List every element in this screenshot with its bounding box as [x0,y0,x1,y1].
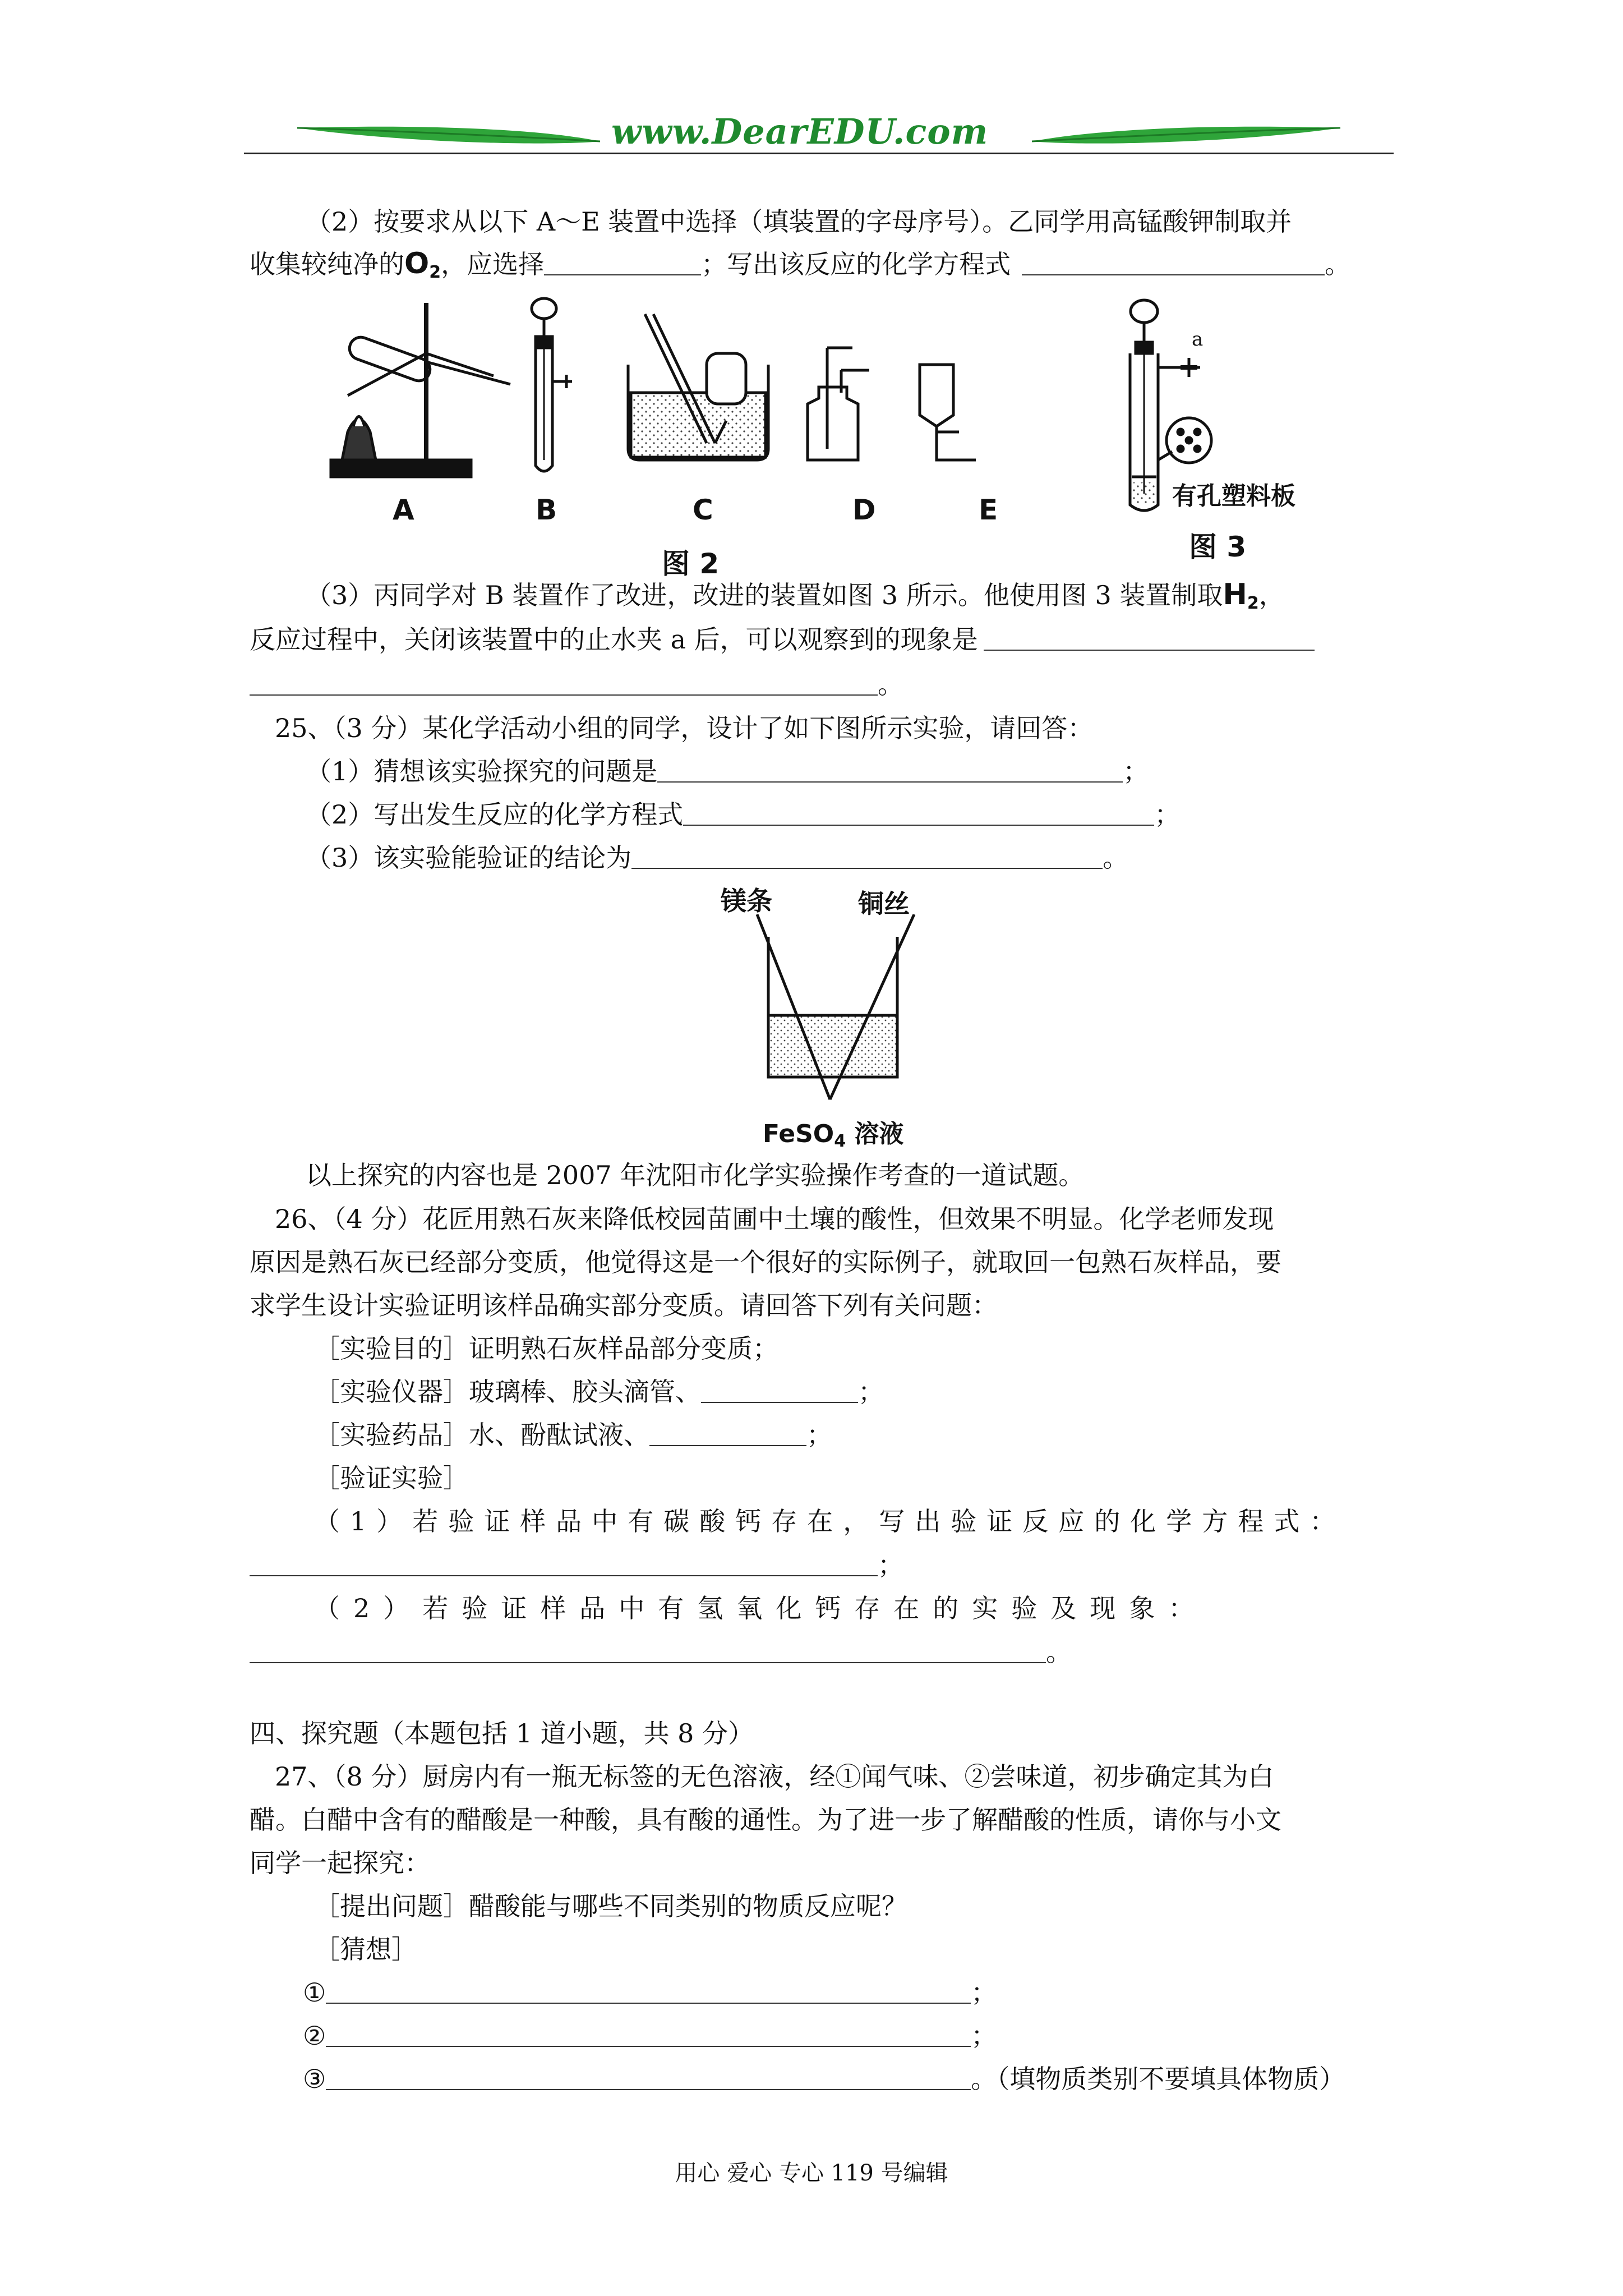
q24-2-blank-equation[interactable] [1022,250,1325,275]
q25-fig-solution-label: FeSO$_4$ 溶液 [763,1120,904,1151]
q27-blank-guess-2[interactable] [326,2021,971,2047]
q27-line2: 醋。白醋中含有的醋酸是一种酸，具有酸的通性。为了进一步了解醋酸的性质，请你与小文 [250,1805,1281,1835]
q25-beaker-diagram [746,914,925,1105]
section4-title: 四、探究题（本题包括 1 道小题，共 8 分） [250,1718,754,1749]
q26-item2-blank-line: 。 [250,1635,1072,1669]
q24-3-blank-phenomenon-2[interactable] [250,670,878,696]
q26-reagents: ［实验药品］水、酚酞试液、 ； [314,1420,832,1450]
q26-verify: ［验证实验］ [314,1463,469,1493]
figure2-label-c: C [693,494,713,526]
figure3-caption: 图 3 [1189,531,1247,563]
q27-guess-3: ③ 。（填物质类别不要填具体物质） [303,2064,1345,2094]
figure3-valve-label: a [1192,328,1204,351]
q27-guess: ［猜想］ [314,1934,417,1964]
figure2-label-e: E [979,494,998,526]
page-footer: 用心 爱心 专心 119 号编辑 [675,2160,948,2186]
q24-3-line3: 。 [250,668,903,701]
q26-item2: （2）若验证样品中有氢氧化钙存在的实验及现象： [314,1593,1208,1623]
q24-2-line1: （2）按要求从以下 A～E 装置中选择（填装置的字母序号）。乙同学用高锰酸钾制取并 [306,206,1292,237]
q25-note: 以上探究的内容也是 2007 年沈阳市化学实验操作考查的一道试题。 [306,1160,1085,1190]
q25-item-3: （3）该实验能验证的结论为 。 [306,843,1129,873]
q27-line3: 同学一起探究： [250,1848,430,1878]
q24-2-blank-choice[interactable] [544,250,701,275]
q24-3-blank-phenomenon-1[interactable] [984,625,1315,651]
q27-blank-guess-1[interactable] [326,1978,971,2004]
header-rule [244,153,1394,154]
q26-line2: 原因是熟石灰已经部分变质，他觉得这是一个很好的实际例子，就取回一包熟石灰样品，要 [250,1247,1281,1277]
q24-3-line1: （3）丙同学对 B 装置作了改进，改进的装置如图 3 所示。他使用图 3 装置制取$H_2$， [306,578,1285,613]
q25-title: 25、（3 分）某化学活动小组的同学，设计了如下图所示实验，请回答： [275,713,1094,743]
q26-item1: （1）若验证样品中有碳酸钙存在，写出验证反应的化学方程式： [314,1506,1346,1536]
q27-guess-2: ② ； [303,2021,997,2051]
q26-blank-instrument[interactable] [701,1377,858,1403]
q26-purpose: ［实验目的］证明熟石灰样品部分变质； [314,1333,778,1364]
q26-line1: 26、（4 分）花匠用熟石灰来降低校园苗圃中土壤的酸性，但效果不明显。化学老师发现 [275,1204,1274,1234]
figure3-plate-label: 有孔塑料板 [1172,482,1295,510]
q27-question: ［提出问题］醋酸能与哪些不同类别的物质反应呢？ [314,1891,907,1921]
q25-blank-1[interactable] [657,757,1123,783]
q27-guess-1: ① ； [303,1977,997,2008]
q27-line1: 27、（8 分）厨房内有一瓶无标签的无色溶液，经①闻气味、②尝味道，初步确定其为白 [275,1761,1274,1792]
figure2-label-d: D [852,494,876,526]
figure2-label-a: A [393,494,414,526]
q24-3-line2: 反应过程中，关闭该装置中的止水夹 a 后，可以观察到的现象是 [250,623,1315,656]
header-logo-text: www.DearEDU.com [611,111,989,152]
q24-2-line2: 收集较纯净的$O_2$，应选择 ；写出该反应的化学方程式 。 [250,247,1351,282]
q27-blank-guess-3[interactable] [326,2064,971,2090]
q26-instruments: ［实验仪器］玻璃棒、胶头滴管、 ； [314,1377,884,1407]
q25-blank-2[interactable] [683,800,1154,826]
figure2-label-b: B [536,494,557,526]
q25-item-2: （2）写出发生反应的化学方程式 ； [306,799,1181,830]
q26-line3: 求学生设计实验证明该样品确实部分变质。请回答下列有关问题： [250,1290,998,1320]
q26-blank-equation[interactable] [250,1550,878,1576]
figure2-caption: 图 2 [662,547,720,580]
q26-item1-blank-line: ； [250,1548,903,1582]
q25-fig-label-cu: 铜丝 [858,889,910,919]
q25-fig-label-mg: 镁条 [721,886,772,916]
q25-blank-3[interactable] [631,843,1103,869]
q26-blank-reagent[interactable] [649,1420,806,1446]
q25-item-1: （1）猜想该实验探究的问题是 ； [306,756,1149,786]
q26-blank-experiment[interactable] [250,1637,1046,1663]
figure2-apparatus-diagram [314,292,1099,522]
